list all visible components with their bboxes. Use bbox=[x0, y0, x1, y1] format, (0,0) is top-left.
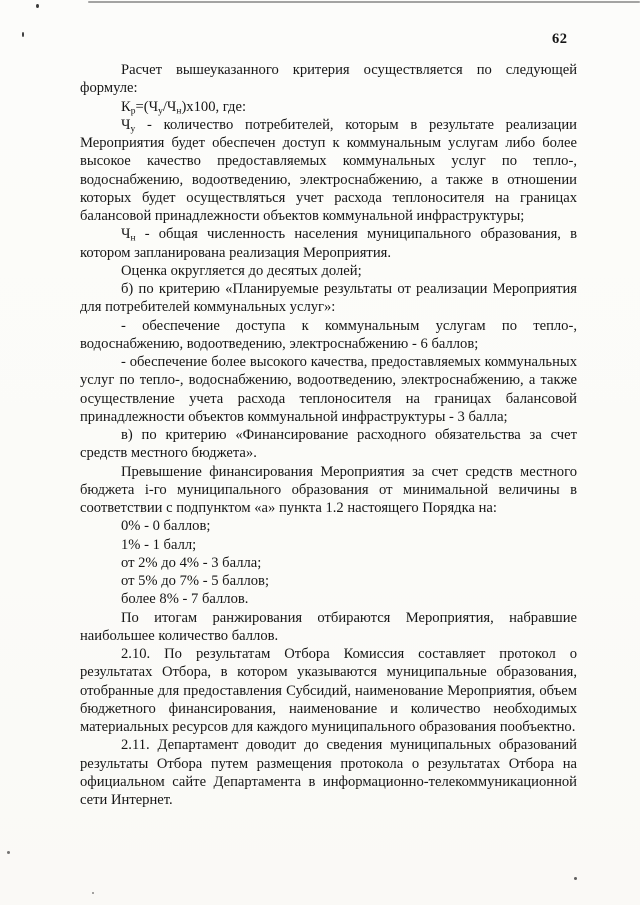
scan-speck bbox=[36, 4, 39, 8]
scale-item: более 8% - 7 баллов. bbox=[121, 591, 249, 608]
term-symbol: Ч bbox=[121, 226, 131, 243]
paragraph-item-quality: - обеспечение более высокого качества, предоставляемых коммунальных услуг по тепло-, водоснабжению, водоотведению, электроснабжению, а также осуществление учета расхода теплоносителя на границах балансовой принадлежности объектов коммунальной инфраструктуры - 3 балла; bbox=[80, 354, 577, 425]
paragraph-criterion-v: в) по критерию «Финансирование расходного обязательства за счет средств местного бюджета». bbox=[80, 427, 577, 462]
term-definition: - общая численность населения муниципального образования, в котором запланирована реализация Мероприятия. bbox=[80, 226, 577, 261]
scan-edge-line bbox=[88, 1, 640, 3]
paragraph-chu-definition bbox=[80, 116, 577, 226]
term-subscript: у bbox=[130, 124, 136, 135]
scale-item: от 2% до 4% - 3 балла; bbox=[121, 554, 262, 571]
formula-line bbox=[80, 98, 577, 116]
paragraph-2-11: 2.11. Департамент доводит до сведения муниципальных образований результаты Отбора путем размещения протокола о результатах Отбора на официальном сайте Департамента в информационно-телекоммуникационной сети Интернет. bbox=[80, 737, 577, 808]
scale-item: 1% - 1 балл; bbox=[121, 536, 197, 553]
formula-subscript: р bbox=[130, 105, 136, 116]
formula-base: =(Ч bbox=[135, 98, 159, 115]
term-subscript: н bbox=[130, 233, 136, 244]
formula-subscript: н bbox=[176, 105, 182, 116]
scan-speck bbox=[22, 32, 24, 37]
formula-base: )х100, где: bbox=[181, 98, 246, 115]
formula-subscript: у bbox=[158, 105, 163, 116]
scan-speck bbox=[574, 877, 577, 880]
scan-speck bbox=[92, 892, 94, 894]
page-number: 62 bbox=[552, 31, 568, 47]
formula-base: К bbox=[121, 98, 131, 115]
formula-base: /Ч bbox=[162, 98, 177, 115]
scale-item: от 5% до 7% - 5 баллов; bbox=[121, 573, 269, 589]
paragraph-rounding-note: Оценка округляется до десятых долей; bbox=[121, 262, 362, 279]
paragraph-2-10: 2.10. По результатам Отбора Комиссия составляет протокол о результатах Отбора, в котором указываются муниципальные образования, отобранные для предоставления Субсидий, наименование Мероприятия, объем бюджетного финансирования, наименование и количество необходимых материальных ресурсов для каждого муниципального образования пообъектно. bbox=[80, 646, 577, 735]
term-symbol: Ч bbox=[121, 116, 131, 133]
paragraph-chn-definition bbox=[80, 225, 577, 262]
scale-item: 0% - 0 баллов; bbox=[121, 518, 211, 535]
document-body bbox=[80, 61, 577, 809]
paragraph-excess-funding: Превышение финансирования Мероприятия за счет средств местного бюджета i-го муниципального образования от минимальной величины в соответствии с подпунктом «а» пункта 1.2 настоящего Порядка на: bbox=[80, 463, 577, 516]
paragraph-ranking: По итогам ранжирования отбираются Мероприятия, набравшие наибольшее количество баллов. bbox=[80, 609, 577, 644]
paragraph-criterion-b: б) по критерию «Планируемые результаты от реализации Мероприятия для потребителей коммунальных услуг»: bbox=[80, 281, 577, 316]
paragraph-item-access: - обеспечение доступа к коммунальным услугам по тепло-, водоснабжению, водоотведению, электроснабжению - 6 баллов; bbox=[80, 317, 577, 352]
paragraph-formula-intro: Расчет вышеуказанного критерия осуществляется по следующей формуле: bbox=[80, 62, 577, 97]
scan-speck bbox=[7, 851, 10, 854]
term-definition: - количество потребителей, которым в результате реализации Мероприятия будет обеспечен доступ к коммунальным услугам либо более высокое качество предоставляемых коммунальных услуг по тепло-, водоснабжению, водоотведению, электроснабжению, а также в отношении которых будет осуществляться учет расхода теплоносителя на границах балансовой принадлежности объектов коммунальной инфраструктуры; bbox=[80, 116, 577, 224]
